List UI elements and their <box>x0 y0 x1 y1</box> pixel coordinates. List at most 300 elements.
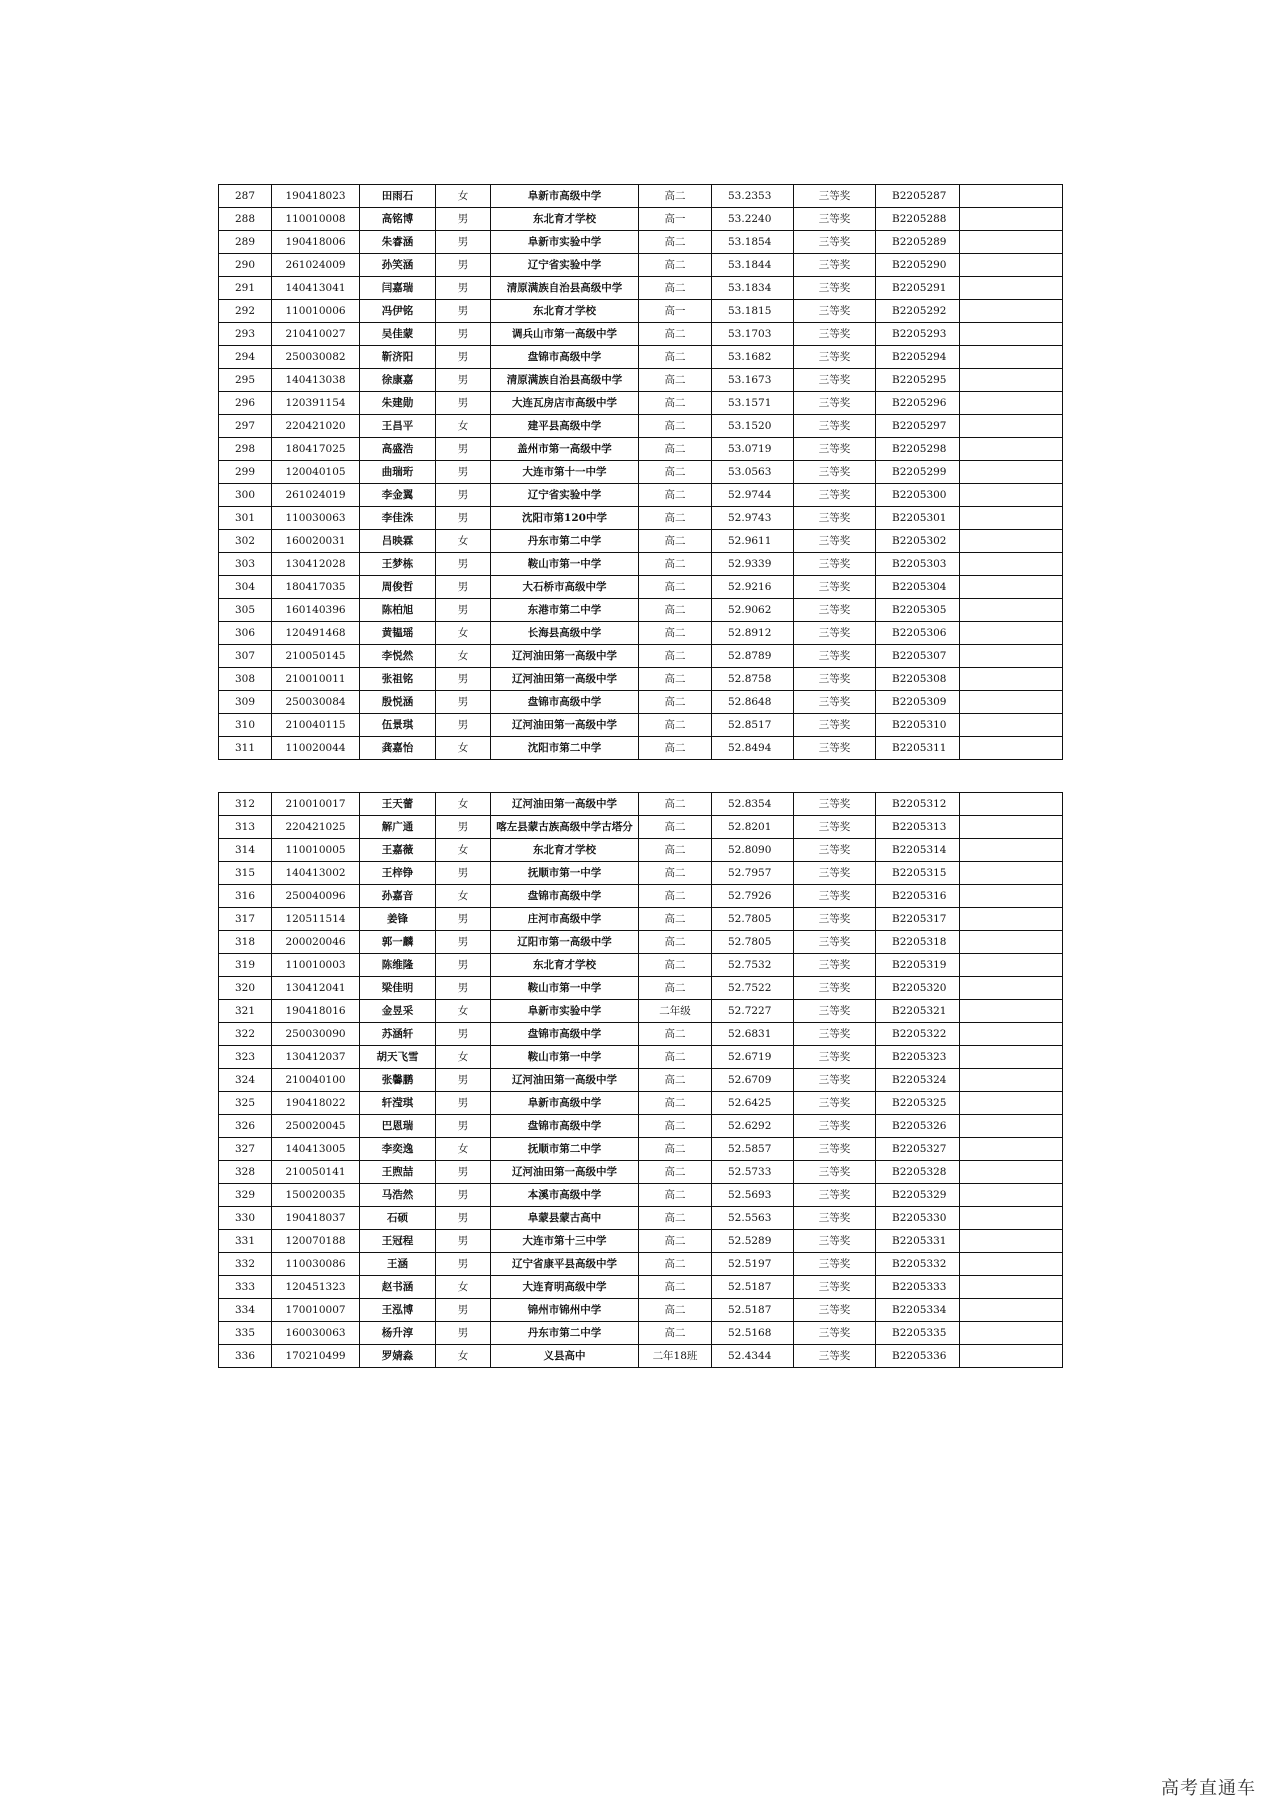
remark-cell <box>960 1253 1063 1276</box>
grade-cell: 高二 <box>639 1207 712 1230</box>
student-name-cell: 李悦然 <box>360 645 436 668</box>
remark-cell <box>960 737 1063 760</box>
school-cell: 清原满族自治县高级中学 <box>491 369 639 392</box>
student-name-cell: 梁佳明 <box>360 977 436 1000</box>
remark-cell <box>960 1069 1063 1092</box>
school-cell: 阜新市实验中学 <box>491 231 639 254</box>
remark-cell <box>960 1092 1063 1115</box>
award-cell: 三等奖 <box>794 1115 876 1138</box>
remark-cell <box>960 714 1063 737</box>
school-cell: 大连市第十三中学 <box>491 1230 639 1253</box>
school-cell: 沈阳市第二中学 <box>491 737 639 760</box>
certificate-id-cell: B2205298 <box>876 438 960 461</box>
award-cell: 三等奖 <box>794 392 876 415</box>
exam-id-cell: 130412037 <box>272 1046 360 1069</box>
gender-cell: 男 <box>436 1322 491 1345</box>
school-cell: 东北育才学校 <box>491 208 639 231</box>
certificate-id-cell: B2205307 <box>876 645 960 668</box>
gender-cell: 男 <box>436 323 491 346</box>
school-cell: 鞍山市第一中学 <box>491 553 639 576</box>
student-name-cell: 王昌平 <box>360 415 436 438</box>
student-name-cell: 黄韫瑶 <box>360 622 436 645</box>
gender-cell: 男 <box>436 954 491 977</box>
exam-id-cell: 160020031 <box>272 530 360 553</box>
rank-cell: 320 <box>219 977 272 1000</box>
certificate-id-cell: B2205303 <box>876 553 960 576</box>
remark-cell <box>960 392 1063 415</box>
remark-cell <box>960 645 1063 668</box>
student-name-cell: 朱建勋 <box>360 392 436 415</box>
table-row <box>219 714 1063 737</box>
award-cell: 三等奖 <box>794 576 876 599</box>
table-row <box>219 392 1063 415</box>
gender-cell: 男 <box>436 208 491 231</box>
award-cell: 三等奖 <box>794 862 876 885</box>
remark-cell <box>960 277 1063 300</box>
grade-cell: 高二 <box>639 977 712 1000</box>
award-cell: 三等奖 <box>794 208 876 231</box>
school-cell: 鞍山市第一中学 <box>491 1046 639 1069</box>
score-cell: 52.5733 <box>712 1161 794 1184</box>
remark-cell <box>960 553 1063 576</box>
score-cell: 53.1815 <box>712 300 794 323</box>
remark-cell <box>960 1138 1063 1161</box>
table-row <box>219 1000 1063 1023</box>
table-row <box>219 1161 1063 1184</box>
school-cell: 辽河油田第一高级中学 <box>491 645 639 668</box>
exam-id-cell: 160140396 <box>272 599 360 622</box>
remark-cell <box>960 1207 1063 1230</box>
rank-cell: 329 <box>219 1184 272 1207</box>
score-cell: 52.8494 <box>712 737 794 760</box>
award-cell: 三等奖 <box>794 277 876 300</box>
remark-cell <box>960 415 1063 438</box>
table-row <box>219 1046 1063 1069</box>
table-row <box>219 530 1063 553</box>
student-name-cell: 殷悦涵 <box>360 691 436 714</box>
student-name-cell: 李奕逸 <box>360 1138 436 1161</box>
remark-cell <box>960 839 1063 862</box>
school-cell: 庄河市高级中学 <box>491 908 639 931</box>
rank-cell: 299 <box>219 461 272 484</box>
certificate-id-cell: B2205295 <box>876 369 960 392</box>
score-cell: 53.2240 <box>712 208 794 231</box>
grade-cell: 高二 <box>639 254 712 277</box>
student-name-cell: 田雨石 <box>360 185 436 208</box>
school-cell: 丹东市第二中学 <box>491 1322 639 1345</box>
school-cell: 大连市第十一中学 <box>491 461 639 484</box>
grade-cell: 高二 <box>639 1138 712 1161</box>
rank-cell: 323 <box>219 1046 272 1069</box>
student-name-cell: 朱睿涵 <box>360 231 436 254</box>
score-cell: 53.1673 <box>712 369 794 392</box>
exam-id-cell: 130412028 <box>272 553 360 576</box>
certificate-id-cell: B2205309 <box>876 691 960 714</box>
student-name-cell: 王煦喆 <box>360 1161 436 1184</box>
school-cell: 辽宁省实验中学 <box>491 484 639 507</box>
student-name-cell: 周俊哲 <box>360 576 436 599</box>
gender-cell: 男 <box>436 254 491 277</box>
table-row <box>219 737 1063 760</box>
gender-cell: 女 <box>436 1138 491 1161</box>
exam-id-cell: 190418022 <box>272 1092 360 1115</box>
table-row <box>219 438 1063 461</box>
student-name-cell: 陈维隆 <box>360 954 436 977</box>
certificate-id-cell: B2205333 <box>876 1276 960 1299</box>
award-cell: 三等奖 <box>794 553 876 576</box>
grade-cell: 高二 <box>639 737 712 760</box>
certificate-id-cell: B2205327 <box>876 1138 960 1161</box>
grade-cell: 高二 <box>639 816 712 839</box>
remark-cell <box>960 231 1063 254</box>
rank-cell: 294 <box>219 346 272 369</box>
grade-cell: 高二 <box>639 323 712 346</box>
exam-id-cell: 160030063 <box>272 1322 360 1345</box>
grade-cell: 高二 <box>639 931 712 954</box>
grade-cell: 高二 <box>639 530 712 553</box>
exam-id-cell: 110020044 <box>272 737 360 760</box>
gender-cell: 男 <box>436 1023 491 1046</box>
certificate-id-cell: B2205302 <box>876 530 960 553</box>
rank-cell: 297 <box>219 415 272 438</box>
school-cell: 清原满族自治县高级中学 <box>491 277 639 300</box>
gender-cell: 男 <box>436 484 491 507</box>
remark-cell <box>960 862 1063 885</box>
score-cell: 53.1571 <box>712 392 794 415</box>
score-cell: 53.2353 <box>712 185 794 208</box>
award-cell: 三等奖 <box>794 714 876 737</box>
school-cell: 义县高中 <box>491 1345 639 1368</box>
rank-cell: 290 <box>219 254 272 277</box>
rank-cell: 316 <box>219 885 272 908</box>
award-cell: 三等奖 <box>794 599 876 622</box>
gender-cell: 男 <box>436 1207 491 1230</box>
exam-id-cell: 170010007 <box>272 1299 360 1322</box>
school-cell: 鞍山市第一中学 <box>491 977 639 1000</box>
gender-cell: 男 <box>436 438 491 461</box>
rank-cell: 302 <box>219 530 272 553</box>
remark-cell <box>960 1230 1063 1253</box>
grade-cell: 高二 <box>639 1253 712 1276</box>
grade-cell: 高二 <box>639 461 712 484</box>
award-cell: 三等奖 <box>794 839 876 862</box>
score-cell: 53.1520 <box>712 415 794 438</box>
table-row <box>219 369 1063 392</box>
certificate-id-cell: B2205335 <box>876 1322 960 1345</box>
student-name-cell: 金昱采 <box>360 1000 436 1023</box>
table-row <box>219 1023 1063 1046</box>
exam-id-cell: 140413038 <box>272 369 360 392</box>
remark-cell <box>960 438 1063 461</box>
grade-cell: 高一 <box>639 300 712 323</box>
exam-id-cell: 250030090 <box>272 1023 360 1046</box>
certificate-id-cell: B2205331 <box>876 1230 960 1253</box>
exam-id-cell: 110030086 <box>272 1253 360 1276</box>
certificate-id-cell: B2205292 <box>876 300 960 323</box>
student-name-cell: 吴佳蒙 <box>360 323 436 346</box>
school-cell: 辽河油田第一高级中学 <box>491 1161 639 1184</box>
gender-cell: 男 <box>436 553 491 576</box>
rank-cell: 326 <box>219 1115 272 1138</box>
exam-id-cell: 210050145 <box>272 645 360 668</box>
student-name-cell: 徐康嘉 <box>360 369 436 392</box>
gender-cell: 男 <box>436 862 491 885</box>
score-cell: 52.8090 <box>712 839 794 862</box>
certificate-id-cell: B2205322 <box>876 1023 960 1046</box>
school-cell: 抚顺市第二中学 <box>491 1138 639 1161</box>
exam-id-cell: 150020035 <box>272 1184 360 1207</box>
score-cell: 52.5857 <box>712 1138 794 1161</box>
table-row <box>219 1115 1063 1138</box>
exam-id-cell: 190418006 <box>272 231 360 254</box>
remark-cell <box>960 977 1063 1000</box>
certificate-id-cell: B2205290 <box>876 254 960 277</box>
school-cell: 盘锦市高级中学 <box>491 691 639 714</box>
gender-cell: 男 <box>436 231 491 254</box>
award-cell: 三等奖 <box>794 1161 876 1184</box>
score-cell: 52.7522 <box>712 977 794 1000</box>
award-cell: 三等奖 <box>794 668 876 691</box>
certificate-id-cell: B2205318 <box>876 931 960 954</box>
award-cell: 三等奖 <box>794 793 876 816</box>
school-cell: 调兵山市第一高级中学 <box>491 323 639 346</box>
exam-id-cell: 210050141 <box>272 1161 360 1184</box>
grade-cell: 高二 <box>639 1230 712 1253</box>
award-cell: 三等奖 <box>794 507 876 530</box>
award-cell: 三等奖 <box>794 415 876 438</box>
school-cell: 大石桥市高级中学 <box>491 576 639 599</box>
exam-id-cell: 120511514 <box>272 908 360 931</box>
certificate-id-cell: B2205306 <box>876 622 960 645</box>
grade-cell: 高二 <box>639 185 712 208</box>
certificate-id-cell: B2205323 <box>876 1046 960 1069</box>
gender-cell: 男 <box>436 668 491 691</box>
student-name-cell: 曲瑞珩 <box>360 461 436 484</box>
table-row <box>219 254 1063 277</box>
school-cell: 本溪市高级中学 <box>491 1184 639 1207</box>
student-name-cell: 王天蕾 <box>360 793 436 816</box>
certificate-id-cell: B2205325 <box>876 1092 960 1115</box>
grade-cell: 高二 <box>639 1299 712 1322</box>
exam-id-cell: 250030084 <box>272 691 360 714</box>
score-cell: 52.7805 <box>712 908 794 931</box>
rank-cell: 328 <box>219 1161 272 1184</box>
student-name-cell: 吕映霖 <box>360 530 436 553</box>
score-cell: 53.1854 <box>712 231 794 254</box>
school-cell: 盘锦市高级中学 <box>491 1115 639 1138</box>
exam-id-cell: 220421025 <box>272 816 360 839</box>
student-name-cell: 胡天飞雪 <box>360 1046 436 1069</box>
remark-cell <box>960 254 1063 277</box>
exam-id-cell: 140413041 <box>272 277 360 300</box>
grade-cell: 高二 <box>639 714 712 737</box>
exam-id-cell: 120491468 <box>272 622 360 645</box>
school-cell: 东港市第二中学 <box>491 599 639 622</box>
student-name-cell: 陈柏旭 <box>360 599 436 622</box>
award-cell: 三等奖 <box>794 1207 876 1230</box>
certificate-id-cell: B2205291 <box>876 277 960 300</box>
award-cell: 三等奖 <box>794 346 876 369</box>
gender-cell: 女 <box>436 415 491 438</box>
score-cell: 52.7805 <box>712 931 794 954</box>
student-name-cell: 冯伊铭 <box>360 300 436 323</box>
gender-cell: 女 <box>436 1276 491 1299</box>
score-cell: 52.5168 <box>712 1322 794 1345</box>
rank-cell: 301 <box>219 507 272 530</box>
gender-cell: 男 <box>436 1115 491 1138</box>
table-row <box>219 507 1063 530</box>
grade-cell: 高二 <box>639 415 712 438</box>
grade-cell: 高二 <box>639 645 712 668</box>
remark-cell <box>960 1322 1063 1345</box>
table-row <box>219 816 1063 839</box>
table-row <box>219 1345 1063 1368</box>
exam-id-cell: 190418037 <box>272 1207 360 1230</box>
exam-id-cell: 210410027 <box>272 323 360 346</box>
table-row <box>219 484 1063 507</box>
table-row <box>219 1138 1063 1161</box>
certificate-id-cell: B2205310 <box>876 714 960 737</box>
table-row <box>219 931 1063 954</box>
certificate-id-cell: B2205294 <box>876 346 960 369</box>
remark-cell <box>960 816 1063 839</box>
certificate-id-cell: B2205316 <box>876 885 960 908</box>
grade-cell: 高二 <box>639 507 712 530</box>
grade-cell: 高二 <box>639 954 712 977</box>
table-row <box>219 461 1063 484</box>
rank-cell: 331 <box>219 1230 272 1253</box>
school-cell: 阜蒙县蒙古高中 <box>491 1207 639 1230</box>
student-name-cell: 罗婧淼 <box>360 1345 436 1368</box>
remark-cell <box>960 484 1063 507</box>
certificate-id-cell: B2205336 <box>876 1345 960 1368</box>
gender-cell: 男 <box>436 1253 491 1276</box>
certificate-id-cell: B2205319 <box>876 954 960 977</box>
exam-id-cell: 210040100 <box>272 1069 360 1092</box>
exam-id-cell: 250020045 <box>272 1115 360 1138</box>
rank-cell: 313 <box>219 816 272 839</box>
certificate-id-cell: B2205296 <box>876 392 960 415</box>
award-cell: 三等奖 <box>794 1138 876 1161</box>
certificate-id-cell: B2205315 <box>876 862 960 885</box>
certificate-id-cell: B2205311 <box>876 737 960 760</box>
award-cell: 三等奖 <box>794 645 876 668</box>
remark-cell <box>960 346 1063 369</box>
school-cell: 东北育才学校 <box>491 300 639 323</box>
award-cell: 三等奖 <box>794 1000 876 1023</box>
certificate-id-cell: B2205329 <box>876 1184 960 1207</box>
gender-cell: 男 <box>436 1230 491 1253</box>
score-cell: 52.8912 <box>712 622 794 645</box>
table-row <box>219 553 1063 576</box>
score-cell: 53.0719 <box>712 438 794 461</box>
award-table-1 <box>218 184 1063 760</box>
exam-id-cell: 120451323 <box>272 1276 360 1299</box>
gender-cell: 男 <box>436 346 491 369</box>
remark-cell <box>960 668 1063 691</box>
student-name-cell: 解广通 <box>360 816 436 839</box>
exam-id-cell: 120070188 <box>272 1230 360 1253</box>
grade-cell: 高二 <box>639 438 712 461</box>
student-name-cell: 李金翼 <box>360 484 436 507</box>
score-cell: 52.5693 <box>712 1184 794 1207</box>
score-cell: 52.7532 <box>712 954 794 977</box>
rank-cell: 308 <box>219 668 272 691</box>
gender-cell: 男 <box>436 1092 491 1115</box>
rank-cell: 309 <box>219 691 272 714</box>
grade-cell: 高二 <box>639 1069 712 1092</box>
table-row <box>219 885 1063 908</box>
exam-id-cell: 110010006 <box>272 300 360 323</box>
rank-cell: 335 <box>219 1322 272 1345</box>
award-cell: 三等奖 <box>794 185 876 208</box>
exam-id-cell: 110010008 <box>272 208 360 231</box>
student-name-cell: 王涵 <box>360 1253 436 1276</box>
score-cell: 52.8354 <box>712 793 794 816</box>
score-cell: 53.1844 <box>712 254 794 277</box>
remark-cell <box>960 1276 1063 1299</box>
rank-cell: 307 <box>219 645 272 668</box>
school-cell: 丹东市第二中学 <box>491 530 639 553</box>
award-cell: 三等奖 <box>794 737 876 760</box>
exam-id-cell: 130412041 <box>272 977 360 1000</box>
certificate-id-cell: B2205300 <box>876 484 960 507</box>
gender-cell: 男 <box>436 816 491 839</box>
table-row <box>219 1253 1063 1276</box>
student-name-cell: 王梦栋 <box>360 553 436 576</box>
score-cell: 52.5187 <box>712 1299 794 1322</box>
student-name-cell: 苏涵轩 <box>360 1023 436 1046</box>
exam-id-cell: 210010011 <box>272 668 360 691</box>
award-cell: 三等奖 <box>794 461 876 484</box>
table-row <box>219 908 1063 931</box>
table-row <box>219 346 1063 369</box>
grade-cell: 高二 <box>639 599 712 622</box>
rank-cell: 310 <box>219 714 272 737</box>
school-cell: 东北育才学校 <box>491 839 639 862</box>
score-cell: 52.6292 <box>712 1115 794 1138</box>
award-cell: 三等奖 <box>794 1276 876 1299</box>
score-cell: 52.9743 <box>712 507 794 530</box>
remark-cell <box>960 1345 1063 1368</box>
award-cell: 三等奖 <box>794 530 876 553</box>
student-name-cell: 王冠程 <box>360 1230 436 1253</box>
student-name-cell: 赵书涵 <box>360 1276 436 1299</box>
school-cell: 沈阳市第120中学 <box>491 507 639 530</box>
gender-cell: 女 <box>436 622 491 645</box>
table-row <box>219 208 1063 231</box>
gender-cell: 男 <box>436 300 491 323</box>
certificate-id-cell: B2205299 <box>876 461 960 484</box>
school-cell: 盖州市第一高级中学 <box>491 438 639 461</box>
rank-cell: 314 <box>219 839 272 862</box>
certificate-id-cell: B2205334 <box>876 1299 960 1322</box>
exam-id-cell: 140413005 <box>272 1138 360 1161</box>
score-cell: 52.6709 <box>712 1069 794 1092</box>
table-row <box>219 323 1063 346</box>
remark-cell <box>960 461 1063 484</box>
remark-cell <box>960 691 1063 714</box>
award-cell: 三等奖 <box>794 484 876 507</box>
certificate-id-cell: B2205289 <box>876 231 960 254</box>
table-row <box>219 954 1063 977</box>
student-name-cell: 高铭博 <box>360 208 436 231</box>
school-cell: 辽宁省康平县高级中学 <box>491 1253 639 1276</box>
award-cell: 三等奖 <box>794 931 876 954</box>
certificate-id-cell: B2205297 <box>876 415 960 438</box>
table-row <box>219 185 1063 208</box>
award-cell: 三等奖 <box>794 691 876 714</box>
